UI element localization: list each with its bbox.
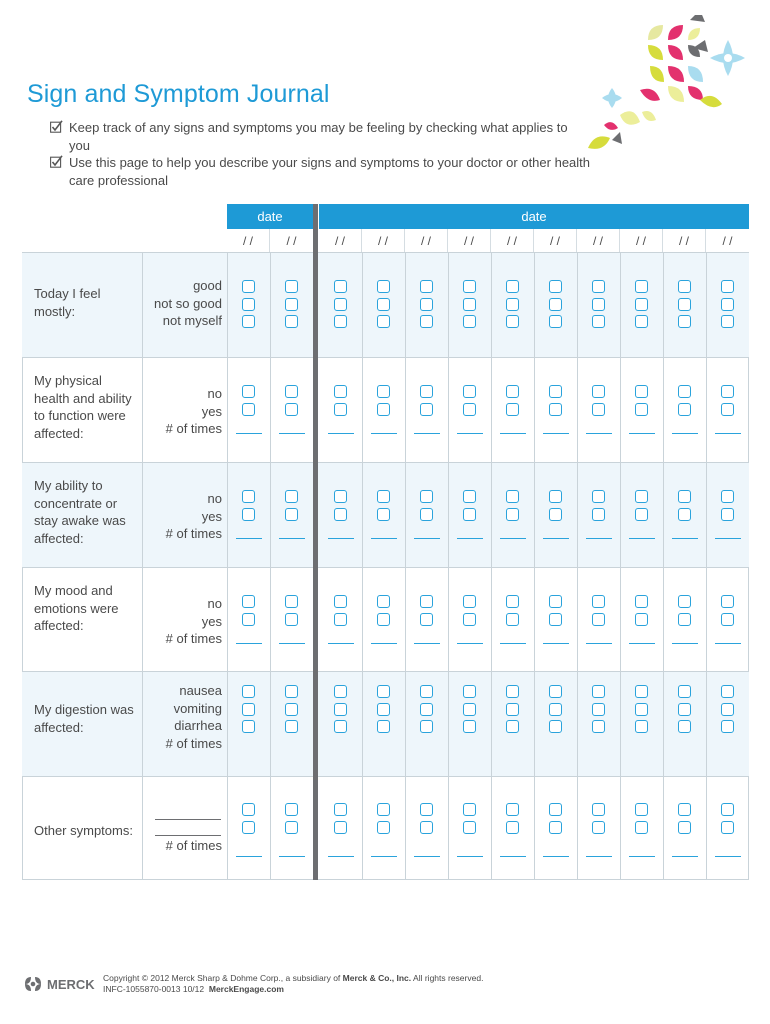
date-field[interactable]: / / xyxy=(491,229,534,253)
answer-checkbox[interactable] xyxy=(721,720,734,733)
bullet-text: Keep track of any signs and symptoms you may be feeling by checking what applies to you xyxy=(69,120,568,153)
answer-checkbox[interactable] xyxy=(549,595,562,608)
answer-checkbox[interactable] xyxy=(506,403,519,416)
times-count-field[interactable] xyxy=(279,433,305,434)
column-line xyxy=(491,253,492,880)
answer-checkbox[interactable] xyxy=(549,821,562,834)
answer-checkbox[interactable] xyxy=(678,595,691,608)
checkmark-icon xyxy=(50,120,63,133)
copyright-company: Merck & Co., Inc. xyxy=(342,973,412,983)
answer-checkbox[interactable] xyxy=(678,703,691,716)
answer-checkbox[interactable] xyxy=(285,508,298,521)
answer-checkbox[interactable] xyxy=(506,803,519,816)
logo-wordmark: MERCK xyxy=(47,977,95,992)
column-line xyxy=(142,253,143,880)
answer-checkbox[interactable] xyxy=(242,490,255,503)
answer-checkbox[interactable] xyxy=(463,720,476,733)
answer-checkbox[interactable] xyxy=(334,403,347,416)
answer-checkbox[interactable] xyxy=(242,595,255,608)
answer-checkbox[interactable] xyxy=(334,803,347,816)
answer-checkbox[interactable] xyxy=(592,685,605,698)
answer-checkbox[interactable] xyxy=(678,803,691,816)
times-count-field[interactable] xyxy=(328,433,354,434)
answer-checkbox[interactable] xyxy=(420,490,433,503)
answer-checkbox[interactable] xyxy=(377,720,390,733)
answer-checkbox[interactable] xyxy=(377,403,390,416)
answer-checkbox[interactable] xyxy=(242,803,255,816)
answer-checkbox[interactable] xyxy=(285,613,298,626)
date-field[interactable]: / / xyxy=(319,229,362,253)
answer-checkbox[interactable] xyxy=(678,385,691,398)
answer-checkbox[interactable] xyxy=(334,821,347,834)
times-count-field[interactable] xyxy=(500,433,526,434)
answer-checkbox[interactable] xyxy=(334,315,347,328)
answer-checkbox[interactable] xyxy=(420,403,433,416)
answer-checkbox[interactable] xyxy=(463,821,476,834)
answer-checkbox[interactable] xyxy=(420,821,433,834)
answer-checkbox[interactable] xyxy=(721,685,734,698)
answer-checkbox[interactable] xyxy=(334,685,347,698)
answer-checkbox[interactable] xyxy=(334,280,347,293)
answer-checkbox[interactable] xyxy=(721,315,734,328)
answer-checkbox[interactable] xyxy=(592,703,605,716)
answer-checkbox[interactable] xyxy=(242,403,255,416)
bullet-text: Use this page to help you describe your signs and symptoms to your doctor or other health care professional xyxy=(69,155,591,188)
answer-checkbox[interactable] xyxy=(592,613,605,626)
answer-checkbox[interactable] xyxy=(592,490,605,503)
answer-checkbox[interactable] xyxy=(463,280,476,293)
column-line xyxy=(227,253,228,880)
answer-checkbox[interactable] xyxy=(420,508,433,521)
answer-checkbox[interactable] xyxy=(377,315,390,328)
times-count-field[interactable] xyxy=(371,643,397,644)
answer-checkbox[interactable] xyxy=(721,280,734,293)
answer-checkbox[interactable] xyxy=(242,315,255,328)
times-count-field[interactable] xyxy=(236,856,262,857)
times-count-field[interactable] xyxy=(543,538,569,539)
column-line xyxy=(620,253,621,880)
column-line xyxy=(405,253,406,880)
times-count-field[interactable] xyxy=(586,856,612,857)
answer-checkbox[interactable] xyxy=(285,803,298,816)
answer-checkbox[interactable] xyxy=(635,490,648,503)
answer-checkbox[interactable] xyxy=(592,720,605,733)
times-count-field[interactable] xyxy=(586,643,612,644)
times-count-field[interactable] xyxy=(414,538,440,539)
answer-checkbox[interactable] xyxy=(420,720,433,733)
answer-checkbox[interactable] xyxy=(549,315,562,328)
answer-checkbox[interactable] xyxy=(635,720,648,733)
question-label: Other symptoms: xyxy=(34,823,133,838)
answer-checkbox[interactable] xyxy=(721,298,734,311)
times-count-field[interactable] xyxy=(672,538,698,539)
answer-checkbox[interactable] xyxy=(334,613,347,626)
answer-checkbox[interactable] xyxy=(377,595,390,608)
times-count-field[interactable] xyxy=(586,538,612,539)
times-count-field[interactable] xyxy=(414,643,440,644)
answer-checkbox[interactable] xyxy=(549,613,562,626)
answer-checkbox[interactable] xyxy=(635,595,648,608)
answer-checkbox[interactable] xyxy=(506,821,519,834)
symptom-section xyxy=(22,462,749,567)
answer-checkbox[interactable] xyxy=(420,298,433,311)
answer-checkbox[interactable] xyxy=(635,613,648,626)
times-count-field[interactable] xyxy=(236,643,262,644)
decorative-petal-graphic xyxy=(580,15,765,165)
answer-checkbox[interactable] xyxy=(592,280,605,293)
answer-checkbox[interactable] xyxy=(420,685,433,698)
answer-checkbox[interactable] xyxy=(721,703,734,716)
answer-checkbox[interactable] xyxy=(678,508,691,521)
answer-checkbox[interactable] xyxy=(285,385,298,398)
answer-checkbox[interactable] xyxy=(377,280,390,293)
answer-checkbox[interactable] xyxy=(592,315,605,328)
date-field[interactable]: / / xyxy=(405,229,448,253)
answer-checkbox[interactable] xyxy=(420,613,433,626)
answer-checkbox[interactable] xyxy=(721,385,734,398)
answer-checkbox[interactable] xyxy=(334,703,347,716)
option-label: good xyxy=(193,278,222,293)
times-count-field[interactable] xyxy=(586,433,612,434)
answer-options xyxy=(142,595,222,648)
option-label: # of times xyxy=(165,735,222,751)
answer-checkbox[interactable] xyxy=(721,490,734,503)
answer-checkbox[interactable] xyxy=(721,508,734,521)
answer-checkbox[interactable] xyxy=(635,385,648,398)
week-divider xyxy=(313,204,318,880)
answer-checkbox[interactable] xyxy=(721,403,734,416)
answer-checkbox[interactable] xyxy=(678,613,691,626)
option-label: yes xyxy=(201,403,222,419)
answer-checkbox[interactable] xyxy=(377,508,390,521)
answer-checkbox[interactable] xyxy=(678,685,691,698)
option-label: no xyxy=(207,386,222,401)
answer-checkbox[interactable] xyxy=(678,298,691,311)
times-count-field[interactable] xyxy=(371,433,397,434)
date-field[interactable]: / / xyxy=(577,229,620,253)
answer-checkbox[interactable] xyxy=(678,280,691,293)
times-count-field[interactable] xyxy=(500,856,526,857)
answer-checkbox[interactable] xyxy=(242,685,255,698)
answer-checkbox[interactable] xyxy=(506,595,519,608)
answer-checkbox[interactable] xyxy=(549,298,562,311)
answer-checkbox[interactable] xyxy=(592,508,605,521)
answer-checkbox[interactable] xyxy=(635,298,648,311)
answer-checkbox[interactable] xyxy=(463,803,476,816)
times-count-field[interactable] xyxy=(236,433,262,434)
answer-checkbox[interactable] xyxy=(334,385,347,398)
answer-checkbox[interactable] xyxy=(242,703,255,716)
footer-text xyxy=(103,973,483,995)
option-label: yes xyxy=(201,613,222,629)
column-line xyxy=(577,253,578,880)
answer-checkbox[interactable] xyxy=(334,508,347,521)
answer-checkbox[interactable] xyxy=(420,803,433,816)
times-count-field[interactable] xyxy=(414,856,440,857)
column-line xyxy=(663,253,664,880)
times-count-field[interactable] xyxy=(279,538,305,539)
date-field[interactable]: / / xyxy=(620,229,663,253)
answer-checkbox[interactable] xyxy=(635,703,648,716)
answer-checkbox[interactable] xyxy=(592,385,605,398)
question-label: Today I feel mostly: xyxy=(34,286,101,319)
times-count-field[interactable] xyxy=(371,856,397,857)
answer-options xyxy=(142,837,222,855)
times-count-field[interactable] xyxy=(715,856,741,857)
column-line xyxy=(706,253,707,880)
times-count-field[interactable] xyxy=(629,538,655,539)
answer-checkbox[interactable] xyxy=(678,720,691,733)
question-label: My mood and emotions were affected: xyxy=(34,583,119,633)
times-count-field[interactable] xyxy=(457,538,483,539)
answer-checkbox[interactable] xyxy=(463,595,476,608)
answer-checkbox[interactable] xyxy=(721,803,734,816)
answer-checkbox[interactable] xyxy=(285,595,298,608)
answer-checkbox[interactable] xyxy=(506,298,519,311)
answer-checkbox[interactable] xyxy=(506,703,519,716)
answer-checkbox[interactable] xyxy=(506,613,519,626)
answer-checkbox[interactable] xyxy=(635,315,648,328)
answer-checkbox[interactable] xyxy=(242,821,255,834)
answer-options xyxy=(142,682,222,752)
journal-grid xyxy=(22,204,749,880)
times-count-field[interactable] xyxy=(500,643,526,644)
column-line xyxy=(270,253,271,880)
answer-checkbox[interactable] xyxy=(635,685,648,698)
answer-checkbox[interactable] xyxy=(463,685,476,698)
answer-checkbox[interactable] xyxy=(285,403,298,416)
times-count-field[interactable] xyxy=(629,433,655,434)
answer-checkbox[interactable] xyxy=(463,490,476,503)
times-count-field[interactable] xyxy=(457,433,483,434)
answer-checkbox[interactable] xyxy=(592,403,605,416)
answer-checkbox[interactable] xyxy=(463,508,476,521)
date-field[interactable]: / / xyxy=(227,229,270,253)
symptom-section xyxy=(22,776,749,880)
answer-checkbox[interactable] xyxy=(635,280,648,293)
times-count-field[interactable] xyxy=(672,643,698,644)
times-count-field[interactable] xyxy=(500,538,526,539)
answer-checkbox[interactable] xyxy=(334,490,347,503)
answer-checkbox[interactable] xyxy=(377,685,390,698)
answer-checkbox[interactable] xyxy=(506,720,519,733)
answer-checkbox[interactable] xyxy=(420,703,433,716)
answer-checkbox[interactable] xyxy=(334,595,347,608)
times-count-field[interactable] xyxy=(543,433,569,434)
option-label: not so good xyxy=(154,295,222,311)
answer-checkbox[interactable] xyxy=(592,803,605,816)
footer-website-link[interactable]: MerckEngage.com xyxy=(208,984,284,994)
answer-checkbox[interactable] xyxy=(506,490,519,503)
date-entry-row xyxy=(22,229,749,253)
answer-options xyxy=(142,277,222,330)
column-line xyxy=(448,253,449,880)
checkmark-icon xyxy=(50,155,63,168)
answer-options xyxy=(142,490,222,543)
option-label: # of times xyxy=(165,526,222,541)
times-count-field[interactable] xyxy=(414,433,440,434)
option-label: yes xyxy=(201,508,222,524)
answer-checkbox[interactable] xyxy=(506,508,519,521)
answer-checkbox[interactable] xyxy=(463,403,476,416)
answer-checkbox[interactable] xyxy=(549,403,562,416)
option-label: vomiting xyxy=(173,700,222,716)
answer-checkbox[interactable] xyxy=(285,720,298,733)
answer-checkbox[interactable] xyxy=(635,508,648,521)
question-label: My physical health and ability to function were affected: xyxy=(34,373,132,441)
instruction-bullet xyxy=(50,154,590,189)
answer-checkbox[interactable] xyxy=(549,803,562,816)
symptom-section xyxy=(22,357,749,462)
answer-checkbox[interactable] xyxy=(635,821,648,834)
option-label: # of times xyxy=(165,838,222,853)
document-code: INFC-1055870-0013 10/12 xyxy=(103,984,205,994)
times-count-field[interactable] xyxy=(543,856,569,857)
answer-checkbox[interactable] xyxy=(377,385,390,398)
answer-checkbox[interactable] xyxy=(506,685,519,698)
answer-checkbox[interactable] xyxy=(721,821,734,834)
answer-checkbox[interactable] xyxy=(420,280,433,293)
symptom-section xyxy=(22,671,749,776)
instruction-bullet xyxy=(50,119,590,154)
times-count-field[interactable] xyxy=(457,643,483,644)
answer-checkbox[interactable] xyxy=(420,385,433,398)
answer-checkbox[interactable] xyxy=(549,685,562,698)
times-count-field[interactable] xyxy=(279,643,305,644)
answer-checkbox[interactable] xyxy=(420,595,433,608)
answer-checkbox[interactable] xyxy=(549,508,562,521)
answer-checkbox[interactable] xyxy=(678,821,691,834)
times-count-field[interactable] xyxy=(672,856,698,857)
answer-checkbox[interactable] xyxy=(377,803,390,816)
answer-checkbox[interactable] xyxy=(506,315,519,328)
answer-checkbox[interactable] xyxy=(635,803,648,816)
times-count-field[interactable] xyxy=(457,856,483,857)
answer-checkbox[interactable] xyxy=(377,613,390,626)
answer-checkbox[interactable] xyxy=(420,315,433,328)
column-line xyxy=(534,253,535,880)
date-field[interactable]: / / xyxy=(448,229,491,253)
answer-checkbox[interactable] xyxy=(334,720,347,733)
date-field[interactable]: / / xyxy=(362,229,405,253)
symptom-section xyxy=(22,567,749,671)
answer-checkbox[interactable] xyxy=(549,280,562,293)
times-count-field[interactable] xyxy=(715,643,741,644)
answer-checkbox[interactable] xyxy=(463,385,476,398)
answer-checkbox[interactable] xyxy=(721,595,734,608)
date-field[interactable]: / / xyxy=(286,234,297,248)
times-count-field[interactable] xyxy=(715,433,741,434)
date-field[interactable]: / / xyxy=(722,234,733,248)
times-count-field[interactable] xyxy=(236,538,262,539)
answer-checkbox[interactable] xyxy=(721,613,734,626)
answer-checkbox[interactable] xyxy=(592,298,605,311)
option-label: diarrhea xyxy=(174,718,222,733)
answer-checkbox[interactable] xyxy=(549,490,562,503)
date-field[interactable]: / / xyxy=(663,229,706,253)
answer-checkbox[interactable] xyxy=(242,613,255,626)
date-header-right: date xyxy=(319,204,749,229)
answer-checkbox[interactable] xyxy=(285,280,298,293)
answer-checkbox[interactable] xyxy=(463,315,476,328)
answer-checkbox[interactable] xyxy=(549,703,562,716)
answer-checkbox[interactable] xyxy=(592,595,605,608)
answer-checkbox[interactable] xyxy=(285,703,298,716)
answer-checkbox[interactable] xyxy=(463,703,476,716)
answer-checkbox[interactable] xyxy=(377,490,390,503)
column-line xyxy=(362,253,363,880)
times-count-field[interactable] xyxy=(715,538,741,539)
times-count-field[interactable] xyxy=(672,433,698,434)
times-count-field[interactable] xyxy=(279,856,305,857)
answer-checkbox[interactable] xyxy=(506,280,519,293)
times-count-field[interactable] xyxy=(328,538,354,539)
answer-checkbox[interactable] xyxy=(377,821,390,834)
answer-checkbox[interactable] xyxy=(242,720,255,733)
copyright-suffix: All rights reserved. xyxy=(411,973,484,983)
answer-checkbox[interactable] xyxy=(242,508,255,521)
option-label: no xyxy=(207,491,222,506)
answer-checkbox[interactable] xyxy=(334,298,347,311)
question-label: My ability to concentrate or stay awake was affected: xyxy=(34,478,126,546)
answer-checkbox[interactable] xyxy=(592,821,605,834)
option-label: # of times xyxy=(165,421,222,436)
answer-checkbox[interactable] xyxy=(549,385,562,398)
answer-checkbox[interactable] xyxy=(678,403,691,416)
answer-checkbox[interactable] xyxy=(285,315,298,328)
answer-checkbox[interactable] xyxy=(242,280,255,293)
times-count-field[interactable] xyxy=(328,643,354,644)
answer-checkbox[interactable] xyxy=(242,385,255,398)
answer-checkbox[interactable] xyxy=(635,403,648,416)
page-title: Sign and Symptom Journal xyxy=(27,80,330,108)
option-label: # of times xyxy=(165,631,222,646)
answer-checkbox[interactable] xyxy=(377,703,390,716)
answer-checkbox[interactable] xyxy=(678,490,691,503)
answer-options xyxy=(142,385,222,438)
answer-checkbox[interactable] xyxy=(463,298,476,311)
answer-checkbox[interactable] xyxy=(285,685,298,698)
answer-checkbox[interactable] xyxy=(506,385,519,398)
times-count-field[interactable] xyxy=(543,643,569,644)
merck-logo xyxy=(22,972,102,996)
answer-checkbox[interactable] xyxy=(285,821,298,834)
other-symptom-blank[interactable] xyxy=(155,835,221,836)
times-count-field[interactable] xyxy=(629,856,655,857)
times-count-field[interactable] xyxy=(328,856,354,857)
answer-checkbox[interactable] xyxy=(463,613,476,626)
answer-checkbox[interactable] xyxy=(678,315,691,328)
date-field[interactable]: / / xyxy=(534,229,577,253)
times-count-field[interactable] xyxy=(629,643,655,644)
option-label: nausea xyxy=(179,683,222,698)
question-label: My digestion was affected: xyxy=(34,702,134,735)
answer-checkbox[interactable] xyxy=(285,490,298,503)
symptom-section xyxy=(22,252,749,357)
answer-checkbox[interactable] xyxy=(549,720,562,733)
date-header-left: date xyxy=(227,204,313,229)
answer-checkbox[interactable] xyxy=(377,298,390,311)
times-count-field[interactable] xyxy=(371,538,397,539)
answer-checkbox[interactable] xyxy=(242,298,255,311)
answer-checkbox[interactable] xyxy=(285,298,298,311)
copyright-prefix: Copyright © 2012 Merck Sharp & Dohme Corp., a subsidiary of xyxy=(103,973,343,983)
option-label: no xyxy=(207,596,222,611)
option-label: not myself xyxy=(162,313,222,328)
other-symptom-blank[interactable] xyxy=(155,819,221,820)
